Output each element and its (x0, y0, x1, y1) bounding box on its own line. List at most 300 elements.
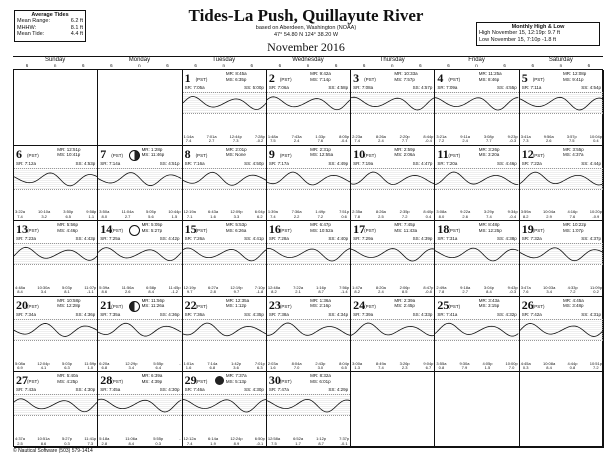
tide-curve (267, 244, 350, 264)
sunset: SS: 4:34p (328, 311, 349, 317)
tide-height: 1.0 (87, 364, 94, 370)
sunset: SS: 4:29p (328, 387, 349, 393)
tide-time: 9:23p (507, 133, 518, 139)
tide-entry (62, 362, 72, 371)
tide-height: 7.3 (232, 138, 239, 144)
sunrise: SR: 7:39a (353, 311, 374, 317)
moon-rise-set (310, 298, 348, 309)
moonrise: MR: 1:28p (141, 146, 163, 152)
tide-entry (400, 210, 410, 219)
tide-entry (339, 286, 349, 295)
moon-rise-set (57, 298, 95, 309)
day-number: 9 (268, 146, 275, 161)
tide-entry (508, 286, 518, 295)
tide-time: 4:33p (567, 284, 578, 290)
moonset: MS: 2:45p (394, 303, 415, 309)
tide-height: 7.4 (185, 138, 192, 144)
weekday-label: Tuesday (212, 57, 236, 63)
tide-time: 3:00a (352, 360, 363, 366)
tide-entry (255, 135, 265, 144)
tide-height: 7.6 (522, 289, 529, 295)
tide-line (98, 172, 181, 185)
day-number: 17 (353, 222, 366, 237)
tide-time: 11:06a (125, 436, 138, 442)
tide-times-row (184, 135, 265, 144)
tide-line (267, 400, 350, 413)
tide-entry (590, 286, 602, 295)
sunrise: SR: 7:43a (16, 387, 37, 393)
tide-entry (521, 286, 531, 295)
tide-height: 2.4 (462, 138, 468, 144)
moonset: MS: 12:25p (478, 227, 502, 233)
station-coordinates: 47° 54.80 N 124° 38.20 W (273, 32, 339, 38)
tide-time: 2:35p (399, 209, 410, 215)
tide-times-row (268, 135, 349, 144)
first-quarter-moon-icon (129, 150, 140, 161)
tide-time: 4:44p (567, 360, 578, 366)
day-number: 4 (437, 71, 444, 85)
tide-time: 10:10a (38, 209, 51, 215)
tide-curve-area (183, 243, 266, 265)
tide-time: 3:26p (399, 360, 410, 366)
sun-rise-set (100, 387, 179, 392)
tide-time: 6:14a (208, 436, 219, 442)
moonrise: MR: 9:42a (310, 71, 331, 76)
sun-rise-set (269, 387, 348, 392)
footer-credit: © Nautical Software (503) 579-1414 (13, 448, 93, 454)
monthly-high-low-box (476, 22, 600, 46)
sun-rise-set (269, 236, 348, 241)
moonset: MS: 11:43a (394, 227, 418, 233)
tide-time: 4:48a (15, 284, 26, 290)
tide-entry (153, 362, 163, 371)
moonset: MS: 10:41p (57, 152, 81, 158)
moonset: MS: 10:52a (310, 227, 334, 233)
moonset: MS: 2:06a (394, 152, 415, 158)
sunrise: SR: 7:29a (353, 236, 374, 242)
tide-curve-area (351, 168, 434, 190)
hour-tick-label: 6 (362, 63, 366, 68)
tide-entry (376, 362, 386, 371)
tide-line (435, 98, 518, 110)
tide-entry (99, 286, 109, 295)
sunset: SS: 4:31p (581, 311, 601, 317)
tide-curve-area (14, 243, 97, 265)
tide-time: 2:35a (352, 209, 363, 215)
moonrise: MR: 8:32a (310, 373, 331, 379)
tide-line (14, 248, 97, 261)
sunset: SS: 4:49p (328, 160, 349, 166)
tide-entry (460, 286, 470, 295)
monthly-title: Monthly High & Low (511, 24, 565, 30)
tide-time: 7:43a (291, 133, 302, 139)
day-cell (351, 221, 435, 297)
tide-time: 6:52a (293, 436, 304, 442)
hour-tick-label: 6 (250, 63, 254, 68)
tide-time: 2:23a (352, 133, 363, 139)
tide-times-row (268, 362, 349, 371)
tide-entry (179, 362, 180, 371)
moon-rise-set (479, 71, 517, 82)
tide-height: 2.6 (545, 138, 552, 144)
moon-rise-set (310, 71, 348, 82)
tide-time: 3:08p (483, 133, 494, 139)
tide-line (267, 172, 350, 185)
timezone-label: (PST) (532, 77, 545, 82)
tide-times-row (268, 210, 349, 219)
tide-time: 11:04a (121, 209, 134, 215)
timezone-label: (PST) (27, 228, 39, 234)
tide-curve-area (351, 92, 434, 114)
moon-rise-set (142, 373, 180, 384)
empty-day-cell (14, 70, 98, 146)
new-moon-icon (215, 376, 224, 385)
tide-entry (255, 362, 265, 371)
tide-line (183, 248, 266, 261)
moonrise: MR: 2:01p (225, 146, 247, 152)
tide-height: -0.3 (509, 138, 517, 144)
day-cell (183, 297, 267, 373)
last-quarter-moon-icon (129, 301, 140, 312)
tide-entry (179, 437, 180, 446)
tide-line (267, 323, 350, 335)
sunrise: SR: 7:42a (521, 311, 542, 317)
tide-height: 2.1 (295, 289, 301, 295)
tide-entry (184, 437, 196, 446)
day-cell (98, 297, 182, 373)
tide-height: 0.8 (438, 364, 445, 370)
tide-entry (122, 210, 134, 219)
moonrise: MR: 5:05p (141, 222, 163, 228)
sun-rise-set (16, 387, 95, 392)
tide-entry (460, 210, 470, 219)
day-number: 23 (268, 297, 281, 312)
tide-curve (520, 244, 603, 264)
tide-height: 7.2 (593, 364, 599, 370)
tide-entry (37, 362, 49, 371)
moonset: MS: 1:12p (225, 303, 247, 309)
tide-height: 2.7 (208, 138, 215, 144)
day-number: 26 (521, 297, 534, 312)
day-cell (351, 70, 435, 146)
day-cell (14, 146, 98, 222)
hour-tick-label: n (53, 63, 57, 68)
hour-tick-labels (266, 63, 350, 68)
tide-entry (146, 210, 156, 219)
tide-height: 7.2 (569, 289, 576, 295)
tide-entry (208, 210, 218, 219)
sun-rise-set (353, 85, 432, 90)
tide-entry (484, 286, 494, 295)
tide-time: 7:01a (206, 133, 217, 139)
tide-height: 8.7 (318, 440, 324, 446)
tide-line (351, 97, 434, 110)
hour-tick-label: 6 (194, 63, 197, 68)
tide-entry (544, 135, 554, 144)
sunset: SS: 4:47p (412, 160, 433, 166)
tide-entry (400, 135, 410, 144)
sunset: SS: 4:30p (244, 387, 264, 393)
hour-tick-labels (13, 63, 97, 68)
sunrise: SR: 7:20a (437, 160, 458, 166)
moonrise: MR: 12:08p (562, 71, 587, 76)
tide-entry (15, 210, 25, 219)
tide-entry (230, 437, 242, 446)
average-value: 6.2 ft (70, 18, 83, 25)
weekday-label: Thursday (379, 57, 405, 63)
day-cell (435, 297, 519, 373)
timezone-label: (PST) (279, 379, 292, 385)
timezone-label: (PST) (27, 379, 39, 385)
tide-height: 8.5 (401, 289, 408, 295)
tide-time: 3:57p (566, 133, 577, 139)
tide-entry (293, 286, 303, 295)
tide-entry (268, 437, 280, 446)
sunrise: SR: 7:08a (353, 85, 374, 90)
moonrise: MR: 5:53p (225, 222, 247, 228)
tide-entry (482, 362, 492, 371)
tide-height: 7.6 (317, 138, 324, 144)
moonset: MS: 7:57p (394, 76, 415, 82)
tide-entry (125, 362, 137, 371)
tide-entry (292, 362, 302, 371)
sunset: SS: 4:55p (496, 85, 517, 90)
tide-time: 9:34p (507, 209, 518, 215)
tide-height: 8.7 (318, 289, 324, 295)
sunset: SS: 4:35p (244, 311, 264, 317)
tide-height: 7.4 (378, 364, 384, 370)
tide-time: 6:27a (208, 284, 219, 290)
moon-rise-set (479, 298, 517, 309)
tide-entry (230, 210, 242, 219)
timezone-label: (PST) (111, 228, 124, 234)
tide-height: 7.2 (317, 213, 324, 219)
hour-tick-label: 6 (334, 63, 338, 68)
moonset: MS: 12:28p (57, 303, 81, 309)
sunrise: SR: 7:35a (100, 311, 121, 317)
tide-time: 1:49p (315, 209, 326, 215)
tide-time: 6:04p (254, 209, 265, 215)
moon-rise-set (226, 147, 264, 158)
timezone-label: (PST) (448, 303, 461, 309)
tide-time: 9:30a (459, 360, 470, 366)
tide-entry (208, 286, 218, 295)
tide-time: 12:12a (183, 436, 196, 442)
tide-height: 6.5 (341, 364, 347, 370)
tide-height: 0.4 (593, 138, 599, 144)
tide-time: 4:16p (567, 209, 578, 215)
moonrise: MR: 3:43a (478, 297, 500, 303)
sunrise: SR: 7:14a (100, 160, 121, 166)
timezone-label: (PST) (27, 152, 39, 158)
tide-height: 7.5 (270, 138, 276, 144)
hour-tick-label: 6 (278, 63, 282, 68)
moonrise: MR: 7:37a (225, 373, 247, 379)
tide-time: 8:44p (423, 133, 434, 139)
day-number: 28 (100, 373, 113, 388)
tide-height: 3.0 (317, 364, 324, 370)
tide-curve-area (183, 92, 266, 114)
tide-curve (183, 395, 266, 415)
empty-day-cell (351, 372, 435, 448)
tide-height: 2.4 (378, 289, 384, 295)
tide-time: 3:47a (520, 284, 531, 290)
tide-entry (293, 437, 303, 446)
moon-rise-set (563, 222, 601, 233)
day-cell (520, 70, 604, 146)
moon-rise-set (394, 222, 432, 233)
sunrise: SR: 7:09a (437, 85, 458, 90)
tide-entry (460, 135, 470, 144)
tide-entry (339, 210, 349, 219)
tide-entry (521, 210, 531, 219)
tide-curve-area (351, 243, 434, 265)
tide-height: 3.3 (233, 213, 240, 219)
tide-height: 3.4 (40, 289, 47, 295)
tide-line (183, 323, 266, 336)
tide-line (435, 172, 518, 184)
tide-height: 0.3 (64, 440, 70, 446)
tide-time: 12:04p (37, 360, 50, 366)
hour-tick-labels (182, 63, 266, 68)
tide-height: 3.4 (128, 364, 135, 370)
tide-height: 8.0 (101, 213, 108, 219)
tide-line (183, 172, 266, 185)
average-value: 8.1 ft (70, 24, 83, 31)
tide-entry (508, 135, 518, 144)
moon-rise-set (310, 147, 348, 158)
tide-curve-area (183, 319, 266, 341)
tide-entry (505, 362, 517, 371)
hour-tick-label: 6 (531, 63, 534, 68)
hour-tick-label: 6 (447, 63, 450, 68)
tide-time: 7:10p (254, 284, 265, 290)
tide-time: 2:20p (399, 133, 410, 139)
tide-height: 7.2 (401, 213, 408, 219)
tide-curve (98, 320, 181, 340)
tide-curve-area (14, 319, 97, 341)
tide-time: 1:47a (352, 284, 363, 290)
day-number: 27 (16, 373, 28, 388)
tide-curve-area (520, 168, 603, 190)
tide-times-row (352, 286, 433, 295)
tide-curve (267, 320, 350, 340)
tide-times-row (352, 210, 433, 219)
moonset: MS: 9:41p (562, 76, 584, 82)
tide-entry (400, 362, 410, 371)
sunset: SS: 4:30p (159, 387, 180, 393)
sun-rise-set (353, 236, 432, 241)
moonset: MS: 5:27p (141, 227, 163, 233)
moonrise: MR: 8:48p (478, 222, 500, 228)
tide-curve-area (14, 168, 97, 190)
tide-entry (484, 210, 494, 219)
sun-rise-set (185, 85, 264, 90)
sunrise: SR: 7:19a (353, 160, 374, 166)
tide-entry (400, 286, 410, 295)
tide-time: 8:20a (375, 284, 386, 290)
day-cell (267, 146, 351, 222)
day-number: 6 (16, 146, 22, 161)
tide-time: 9:43p (507, 284, 518, 290)
sun-rise-set (185, 312, 264, 317)
tide-curve-area (98, 394, 181, 416)
sunrise: SR: 7:47a (268, 387, 289, 393)
day-cell (183, 70, 267, 146)
moonrise: MR: 12:35a (225, 297, 250, 303)
tide-entry (255, 437, 265, 446)
day-number: 2 (268, 71, 275, 85)
sunset: SS: 4:38p (496, 236, 517, 242)
day-cell (435, 146, 519, 222)
sun-rise-set (100, 236, 179, 241)
moon-rise-set (563, 71, 601, 82)
hour-tick-label: n (475, 63, 478, 68)
tide-height: 2.4 (293, 138, 300, 144)
sunrise: SR: 7:31a (437, 236, 458, 242)
tide-times-row (99, 286, 180, 295)
tide-entry (423, 210, 433, 219)
day-cell (520, 221, 604, 297)
tide-time: 3:22a (15, 209, 26, 215)
tide-entry (255, 210, 265, 219)
tide-time: 3:55a (436, 360, 447, 366)
tide-entry (436, 210, 446, 219)
moonrise: MR: 6:47p (310, 222, 331, 228)
timezone-label: (PST) (195, 77, 208, 82)
tide-time: 6:20a (99, 360, 110, 366)
sun-rise-set (353, 312, 432, 317)
tide-height: 9.7 (233, 289, 240, 295)
hour-tick-labels (434, 63, 518, 68)
tide-time: 6:58p (146, 284, 157, 290)
tide-entry (423, 286, 433, 295)
tide-entry (423, 135, 433, 144)
tide-curve (183, 169, 266, 189)
tide-entry (315, 210, 325, 219)
tide-time: 8:26a (375, 133, 386, 139)
sunrise: SR: 7:12a (16, 160, 37, 166)
tide-line (520, 248, 603, 261)
tide-curve-area (267, 92, 350, 114)
moonset: MS: 12:55a (310, 152, 334, 158)
tide-entry (590, 362, 602, 371)
tide-entry (230, 286, 242, 295)
day-cell (267, 70, 351, 146)
sun-rise-set (522, 161, 601, 166)
sun-rise-set (185, 236, 264, 241)
tide-height: 6.5 (65, 213, 72, 219)
average-tides-title: Average Tides (31, 12, 69, 18)
sun-rise-set (269, 312, 348, 317)
tide-curve (351, 320, 434, 340)
moon-rise-set (226, 298, 264, 309)
sun-rise-set (185, 161, 264, 166)
tide-time: 1:48a (267, 133, 278, 139)
tide-time: 12:58a (267, 436, 281, 442)
tide-entry (423, 362, 433, 371)
timezone-label: (PST) (448, 228, 461, 234)
tide-entry (376, 286, 386, 295)
full-moon-icon (129, 225, 140, 236)
tide-height: 1.6 (270, 364, 276, 370)
empty-day-cell (98, 70, 182, 146)
tide-height: -0.1 (340, 440, 348, 446)
sunrise: SR: 7:41a (437, 311, 458, 317)
weekday-label: Sunday (44, 57, 66, 63)
tide-time: 12:48a (267, 284, 281, 290)
tide-time: 12:44p (229, 133, 242, 139)
